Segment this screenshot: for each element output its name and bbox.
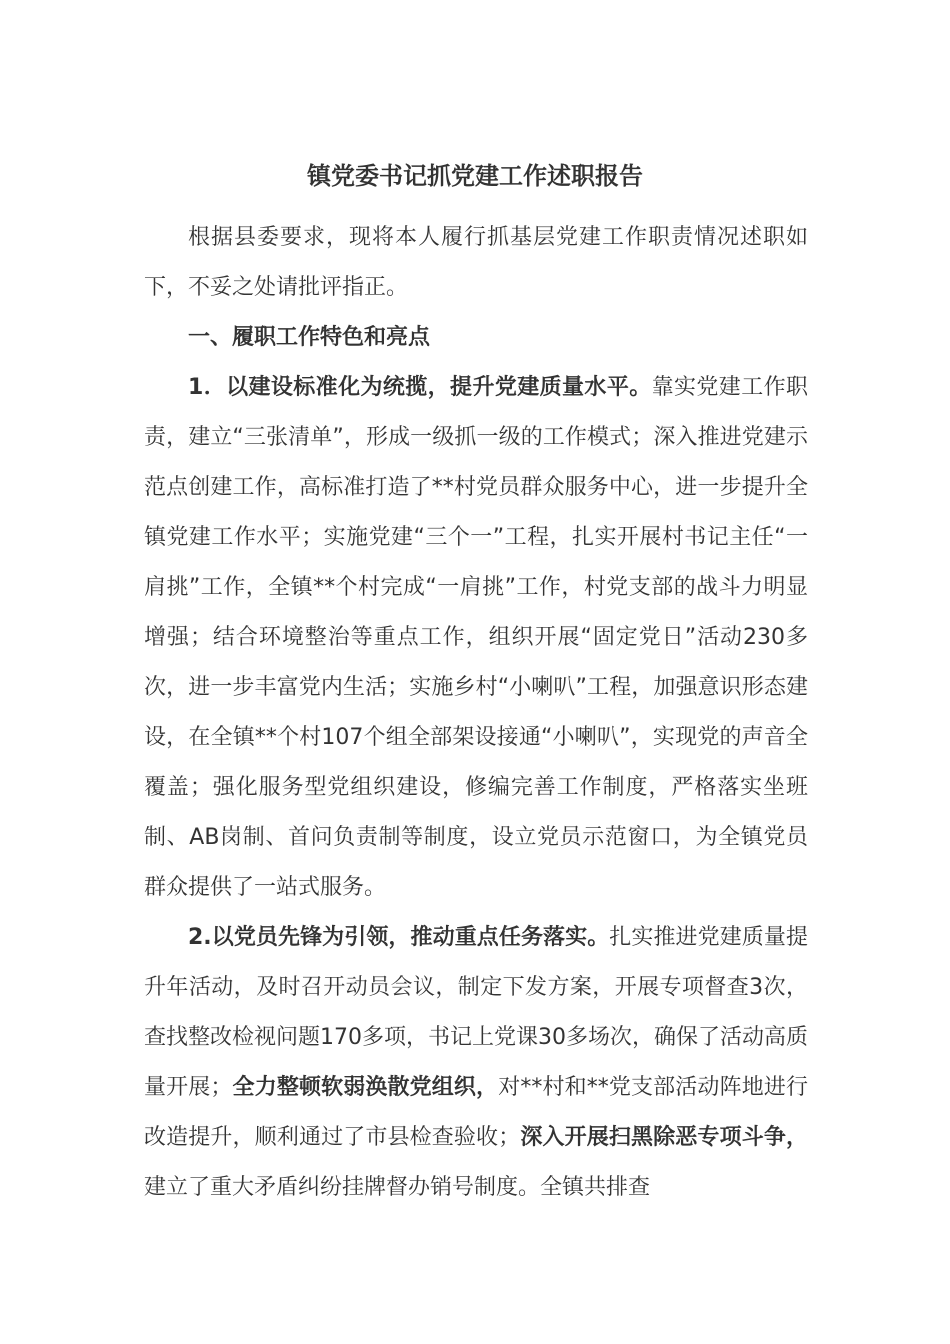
item-1-paragraph [144,363,808,913]
section-heading: 一、履职工作特色和亮点 [188,325,431,350]
item-2-bold-d: 深入开展扫黑除恶专项斗争， [520,1125,808,1150]
item-2-lead: 2.以党员先锋为引领，推动重点任务落实。 [188,925,610,950]
document-body [144,213,808,1213]
intro-paragraph: 根据县委要求，现将本人履行抓基层党建工作职责情况述职如下，不妥之处请批评指正。 [144,225,808,300]
item-2-body-c: 对**村和**党支部活动阵地进行改造提升，顺利通过了市县检查验收； [144,1075,808,1150]
document-title: 镇党委书记抓党建工作述职报告 [307,162,643,190]
item-1-body: 靠实党建工作职责，建立“三张清单”，形成一级抓一级的工作模式；深入推进党建示范点创建工作，高标准打造了**村党员群众服务中心，进一步提升全镇党建工作水平；实施党建“三个一”工程，扎实开展村书记主任“一肩挑”工作，全镇**个村完成“一肩挑”工作，村党支部的战斗力明显增强；结合环境整治等重点工作，组织开展“固定党日”活动230多次，进一步丰富党内生活；实施乡村“小喇叭”工程，加强意识形态建设，在全镇**个村107个组全部架设接通“小喇叭”，实现党的声音全覆盖；强化服务型党组织建设，修编完善工作制度，严格落实坐班制、AB岗制、首问负责制等制度，设立党员示范窗口，为全镇党员群众提供了一站式服务。 [144,375,808,900]
item-2-body-a: 扎实推进党建质量提升年活动，及时召开动员会议，制定下发方案，开展专项督查3次，查找整改检视问题170多项，书记上党课30多场次，确保了活动高质量开展； [144,925,808,1100]
item-2-body-e: 建立了重大矛盾纠纷挂牌督办销号制度。全镇共排查 [144,1175,651,1200]
item-2-paragraph [144,913,808,1213]
item-2-bold-b: 全力整顿软弱涣散党组织， [232,1075,499,1100]
item-1-lead: 1．以建设标准化为统揽，提升党建质量水平。 [188,375,652,400]
